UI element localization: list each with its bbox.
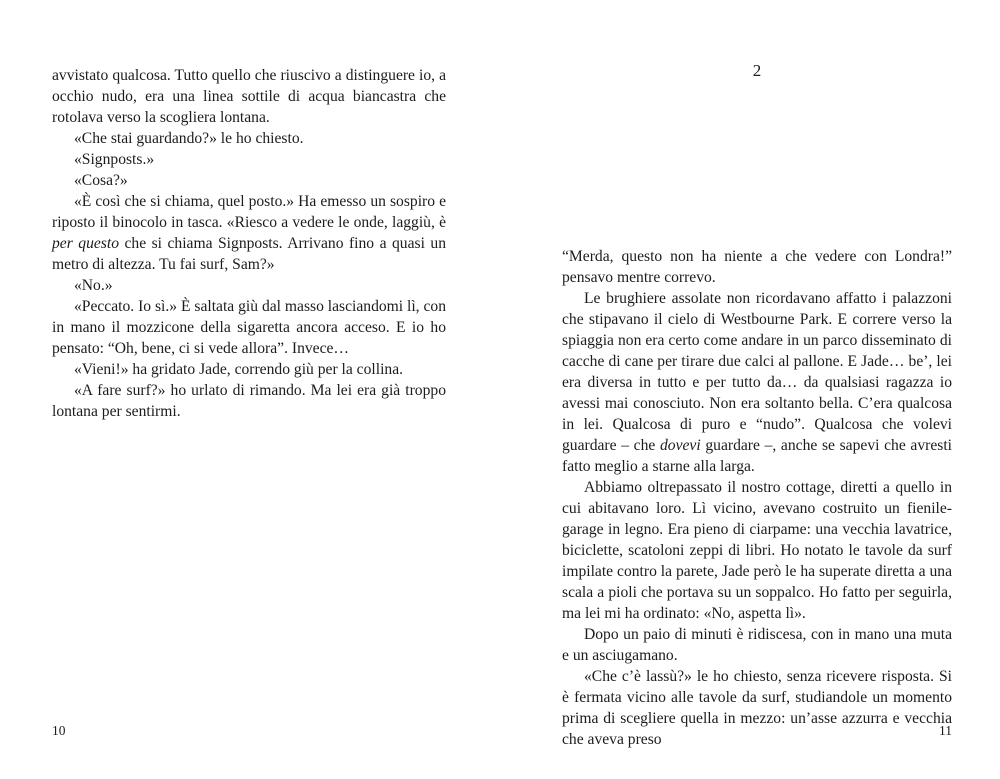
italic-text-run: per questo (52, 235, 119, 252)
text-run: «Che stai guardando?» le ho chiesto. (74, 130, 304, 147)
text-run: «Peccato. Io sì.» È saltata giù dal masso lasciandomi lì, con in mano il mozzicone della sigaretta ancora acceso. E io ho pensato: “Oh, bene, ci si vede allora”. Invece… (52, 298, 446, 357)
text-run: «Cosa?» (74, 172, 128, 189)
text-run: «A fare surf?» ho urlato di rimando. Ma lei era già troppo lontana per sentirmi. (52, 382, 446, 420)
text-run: Le brughiere assolate non ricordavano affatto i palazzoni che stipavano il cielo di Westbourne Park. E correre verso la spiaggia non era certo come andare in un parco disseminato di cacche di cane per tirare due calci al pallone. E Jade… be’, lei era diversa in tutto e per tutto da… da qualsiasi ragazza io avessi mai conosciuto. Non era soltanto bella. C’era qualcosa in lei. Qualcosa di puro e “nudo”. Qualcosa che volevi guardare – che (562, 290, 952, 454)
text-run: Abbiamo oltrepassato il nostro cottage, diretti a quello in cui abitavano loro. Lì vicino, avevano costruito un fienile-garage in legno. Era pieno di ciarpame: una vecchia lavatrice, biciclette, scatoloni zeppi di libri. Ho notato le tavole da surf impilate contro la parete, Jade però le ha superate diretta a una scala a pioli che portava su un soppalco. Ho fatto per seguirla, ma lei mi ha ordinato: «No, aspetta lì». (562, 479, 952, 622)
text-run: «È così che si chiama, quel posto.» Ha emesso un sospiro e riposto il binocolo in tasca. «Riesco a vedere le onde, laggiù, è (52, 193, 446, 231)
paragraph (562, 288, 952, 477)
paragraph (562, 477, 952, 624)
paragraph (52, 275, 446, 296)
text-run: «Signposts.» (74, 151, 155, 168)
text-column-left (52, 65, 446, 422)
paragraph (52, 128, 446, 149)
text-run: Dopo un paio di minuti è ridiscesa, con in mano una muta e un asciugamano. (562, 626, 952, 664)
paragraph (52, 149, 446, 170)
paragraph (52, 170, 446, 191)
paragraph (52, 296, 446, 359)
text-run: «Che c’è lassù?» le ho chiesto, senza ricevere risposta. Si è fermata vicino alle tavole da surf, studiandole un momento prima di scegliere quella in mezzo: un’asse azzurra e vecchia che aveva preso (562, 668, 952, 748)
text-run: guardare –, anche se sapevi che avresti fatto meglio a starne alla larga. (562, 437, 952, 475)
text-column-right (562, 246, 952, 750)
paragraph (52, 65, 446, 128)
paragraph (52, 380, 446, 422)
paragraph (562, 624, 952, 666)
paragraph (52, 191, 446, 275)
page-number-right: 11 (939, 723, 952, 738)
page-number-left: 10 (52, 723, 66, 738)
text-run: “Merda, questo non ha niente a che vedere con Londra!” pensavo mentre correvo. (562, 248, 952, 286)
italic-text-run: dovevi (659, 437, 701, 454)
paragraph (562, 246, 952, 288)
chapter-number: 2 (752, 61, 762, 80)
text-run: «No.» (74, 277, 113, 294)
text-run: «Vieni!» ha gridato Jade, correndo giù per la collina. (74, 361, 404, 378)
paragraph (52, 359, 446, 380)
text-run: che si chiama Signposts. Arrivano fino a quasi un metro di altezza. Tu fai surf, Sam?» (52, 235, 446, 273)
text-run: avvistato qualcosa. Tutto quello che riuscivo a distinguere io, a occhio nudo, era una linea sottile di acqua biancastra che rotolava verso la scogliera lontana. (52, 67, 446, 126)
